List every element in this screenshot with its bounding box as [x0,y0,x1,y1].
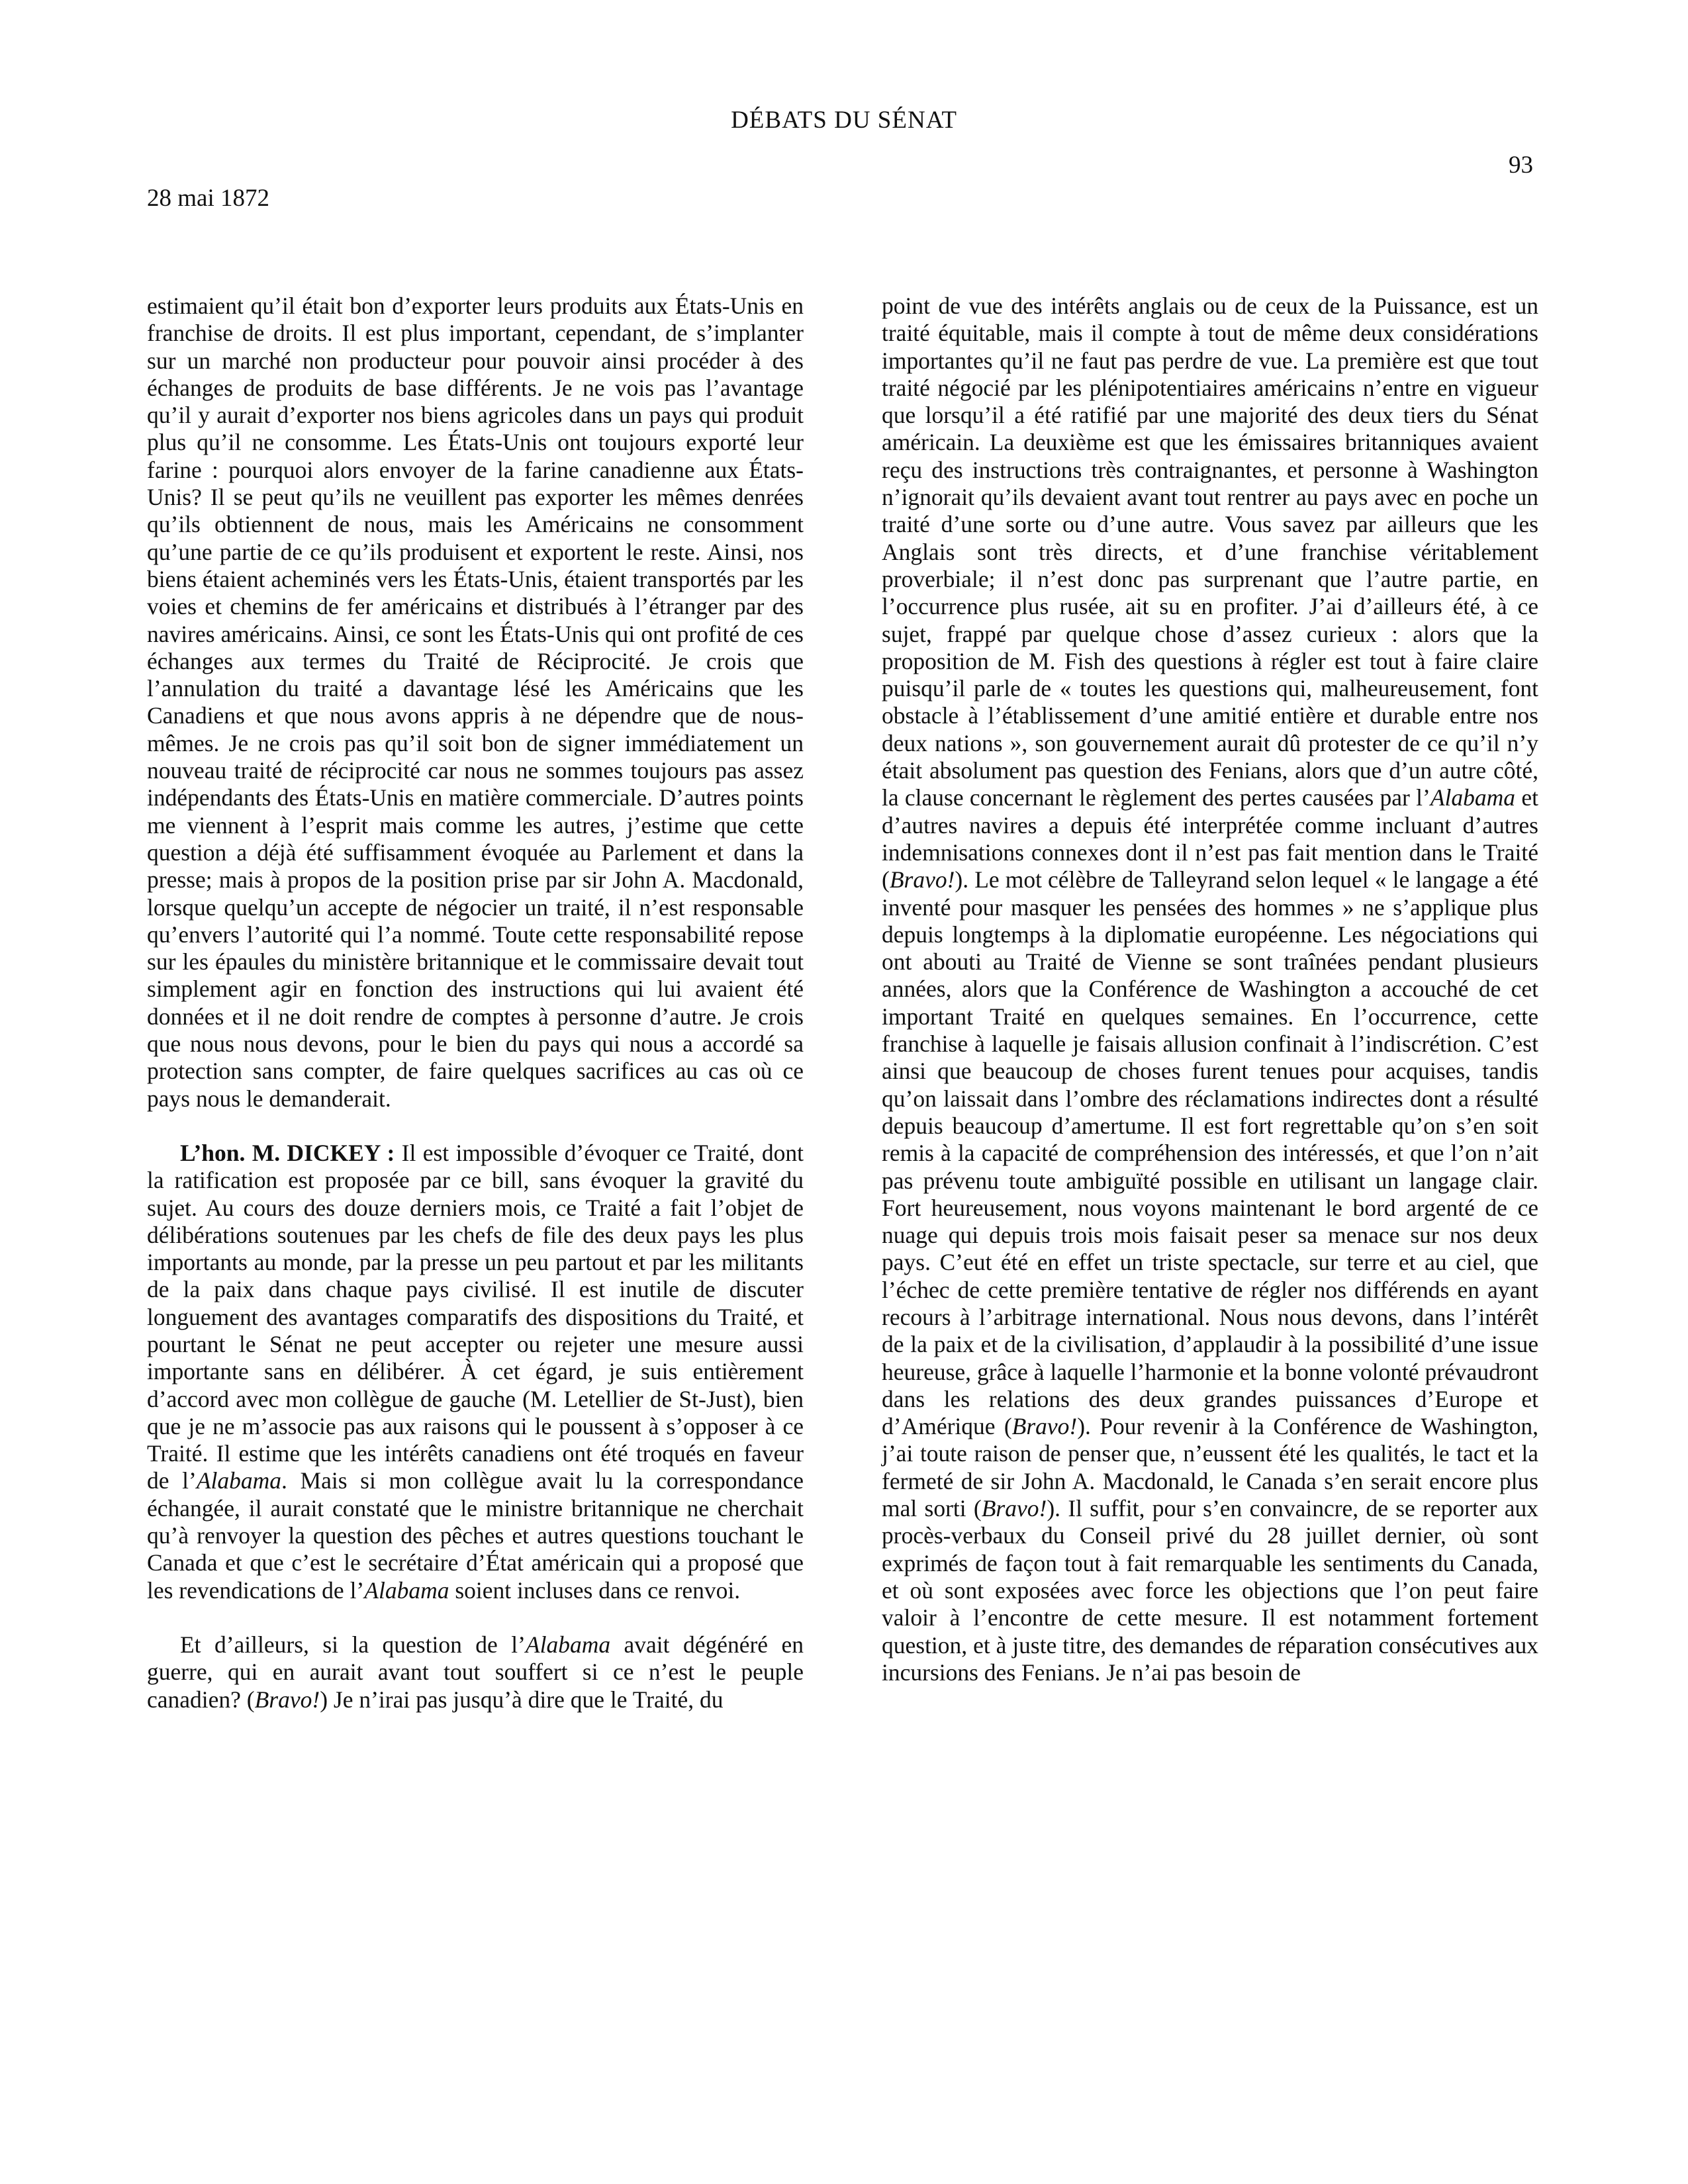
paragraph-text: point de vue des intérêts anglais ou de ceux de la Puissance, est un traité équitable, mais il compte à tout de même deux considérations importantes qu’il ne faut pas perdre de vue. La première est que tout traité négocié par les plénipotentiaires américains n’entre en vigueur que lorsqu’il a été ratifié par une majorité des deux tiers du Sénat américain. La deuxième est que les émissaires britanniques avaient reçu des instructions très contraignantes, et personne à Washington n’ignorait qu’ils devaient avant tout rentrer au pays avec en poche un traité d’une sorte ou d’une autre. Vous savez par ailleurs que les Anglais sont très directs, et d’une franchise véritablement proverbiale; il n’est donc pas surprenant que l’autre partie, en l’occurrence plus rusée, ait su en profiter. J’ai d’ailleurs été, à ce sujet, frappé par quelque chose d’assez curieux : alors que la proposition de M. Fish des questions à régler est tout à faire claire puisqu’il parle de « toutes les questions qui, malheureusement, font obstacle à l’établissement d’une amitié entière et durable entre nos deux nations », son gouvernement aurait dû protester de ce qu’il n’y était absolument pas question des Fenians, alors que d’un autre côté, la clause concernant le règlement des pertes causées par l’ [882,293,1538,811]
ship-name: Alabama [364,1576,449,1604]
paragraph-text: ) Je n’irai pas jusqu’à dire que le Traité, du [320,1686,724,1713]
paragraph-text: avait dégénéré en guerre, qui en aurait avant tout souffert si ce n’est le peuple canadien? ( [147,1631,804,1713]
interjection: Bravo! [981,1495,1047,1522]
paragraph-continuation [882,293,1538,1686]
paragraph-text: Et d’ailleurs, si la question de l’ [180,1631,526,1658]
interjection: Bravo! [254,1686,320,1713]
left-column [147,293,804,1741]
paragraph-text: ). Pour revenir à la Conférence de Washington, j’ai toute raison de penser que, n’eussent été les qualités, le tact et la fermeté de sir John A. Macdonald, le Canada s’en serait encore plus mal sorti ( [882,1413,1538,1522]
paragraph-text: soient incluses dans ce renvoi. [449,1576,741,1604]
paragraph-text: . Mais si mon collègue avait lu la correspondance échangée, il aurait constaté que le ministre britannique ne cherchait qu’à renvoyer la question des pêches et autres questions touchant le Canada et que c’est le secrétaire d’État américain qui a proposé que les revendications de l’ [147,1467,804,1604]
paragraph-dickey [147,1140,804,1604]
page-date: 28 mai 1872 [147,185,269,212]
running-title: DÉBATS DU SÉNAT [731,107,957,134]
ship-name: Alabama [1430,784,1516,811]
paragraph-alabama [147,1631,804,1713]
right-column [882,293,1538,1713]
paragraph-text: et d’autres navires a depuis été interprétée comme incluant d’autres indemnisations connexes dont il n’est pas fait mention dans le Traité ( [882,784,1538,893]
speaker-name: L’hon. M. DICKEY : [180,1139,395,1166]
ship-name: Alabama [196,1467,282,1494]
page-number: 93 [1509,152,1533,179]
paragraph-text: estimaient qu’il était bon d’exporter leurs produits aux États-Unis en franchise de droits. Il est plus important, cependant, de s’implanter sur un marché non producteur pour pouvoir ainsi procéder à des échanges de produits de base différents. Je ne vois pas l’avantage qu’il y aurait d’exporter nos biens agricoles dans un pays qui produit plus qu’il ne consomme. Les États-Unis ont toujours exporté leur farine : pourquoi alors envoyer de la farine canadienne aux États-Unis? Il se peut qu’ils ne veuillent pas exporter les mêmes denrées qu’ils obtiennent de nous, mais les Américains ne consomment qu’une partie de ce qu’ils produisent et exportent le reste. Ainsi, nos biens étaient acheminés vers les États-Unis, étaient transportés par les voies et chemins de fer américains et distribués à l’étranger par des navires américains. Ainsi, ce sont les États-Unis qui ont profité de ces échanges aux termes du Traité de Réciprocité. Je crois que l’annulation du traité a davantage lésé les Américains que les Canadiens et que nous avons appris à ne dépendre que de nous-mêmes. Je ne crois pas qu’il soit bon de signer immédiatement un nouveau traité de réciprocité car nous ne sommes toujours pas assez indépendants des États-Unis en matière commerciale. D’autres points me viennent à l’esprit mais comme les autres, j’estime que cette question a déjà été suffisamment évoquée au Parlement et dans la presse; mais à propos de la position prise par sir John A. Macdonald, lorsque quelqu’un accepte de négocier un traité, il n’est responsable qu’envers l’autorité qui l’a nommé. Toute cette responsabilité repose sur les épaules du ministère britannique et le commissaire devait tout simplement agir en fonction des instructions qui lui avaient été données et il ne doit rendre de comptes à personne d’autre. Je crois que nous nous devons, pour le bien du pays qui nous a accordé sa protection sans compter, de faire quelques sacrifices au cas où ce pays nous le demanderait. [147,293,804,1112]
paragraph-text: ). Il suffit, pour s’en convaincre, de se reporter aux procès-verbaux du Conseil privé du 28 juillet dernier, où sont exprimés de façon tout à fait remarquable les sentiments du Canada, et où sont exposées avec force les objections que l’on peut faire valoir à l’encontre de cette mesure. Il est notamment fortement question, et à juste titre, des demandes de réparation consécutives aux incursions des Fenians. Je n’ai pas besoin de [882,1495,1538,1686]
ship-name: Alabama [525,1631,611,1658]
paragraph-continuation [147,293,804,1113]
interjection: Bravo! [889,866,955,893]
interjection: Bravo! [1011,1413,1078,1440]
paragraph-text: Il est impossible d’évoquer ce Traité, dont la ratification est proposée par ce bill, sans évoquer la gravité du sujet. Au cours des douze derniers mois, ce Traité a fait l’objet de délibérations soutenues par les chefs de file des deux pays les plus importants au monde, par la presse un peu partout et par les militants de la paix dans chaque pays civilisé. Il est inutile de discuter longuement des avantages comparatifs des dispositions du Traité, et pourtant le Sénat ne peut accepter ou rejeter une mesure aussi importante sans en délibérer. À cet égard, je suis entièrement d’accord avec mon collègue de gauche (M. Letellier de St-Just), bien que je ne m’associe pas aux raisons qui le poussent à s’opposer à ce Traité. Il estime que les intérêts canadiens ont été troqués en faveur de l’ [147,1139,804,1494]
paragraph-text: ). Le mot célèbre de Talleyrand selon lequel « le langage a été inventé pour masquer les pensées des hommes » ne s’applique plus depuis longtemps à la diplomatie européenne. Les négociations qui ont abouti au Traité de Vienne se sont traînées pendant plusieurs années, alors que la Conférence de Washington a accouché de cet important Traité en quelques semaines. En l’occurrence, cette franchise à laquelle je faisais allusion confinait à l’indiscrétion. C’est ainsi que beaucoup de choses furent tenues pour acquises, tandis qu’on laissait dans l’ombre des réclamations indirectes dont a résulté depuis beaucoup d’amertume. Il est fort regrettable qu’on s’en soit remis à la capacité de compréhension des intéressés, et que l’on n’ait pas prévenu toute ambiguïté possible en utilisant un langage clair. Fort heureusement, nous voyons maintenant le bord argenté de ce nuage qui depuis trois mois faisait peser sa menace sur nos deux pays. C’eut été en effet un triste spectacle, sur terre et au ciel, que l’échec de cette première tentative de régler nos différends en ayant recours à l’arbitrage international. Nous nous devons, dans l’intérêt de la paix et de la civilisation, d’applaudir à la possibilité d’une issue heureuse, grâce à laquelle l’harmonie et la bonne volonté prévaudront dans les relations des deux grandes puissances d’Europe et d’Amérique ( [882,866,1538,1440]
